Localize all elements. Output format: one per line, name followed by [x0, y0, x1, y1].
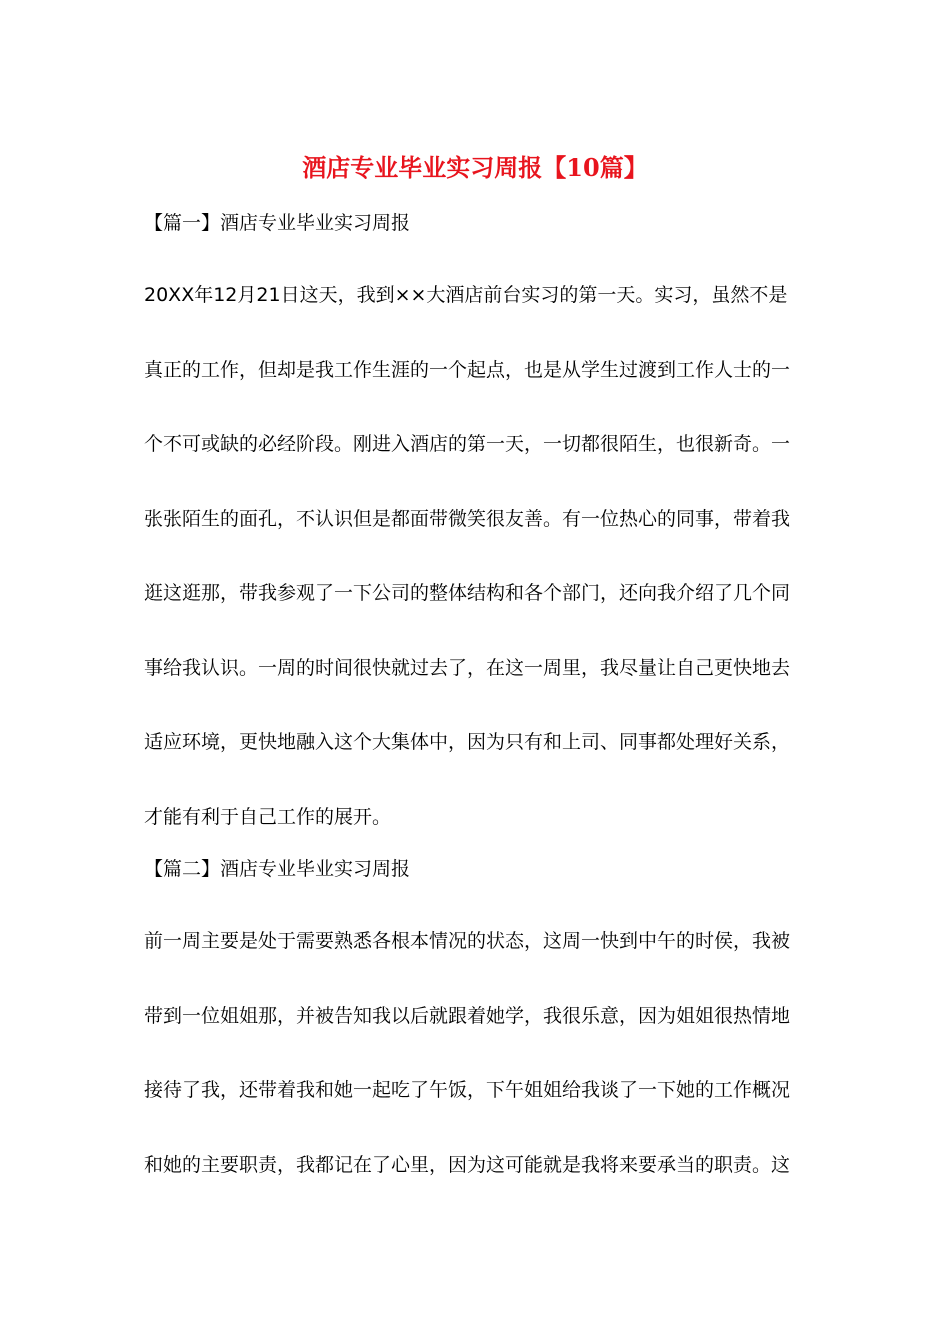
- paragraph-line: 20XX年12月21日这天，我到××大酒店前台实习的第一天。实习，虽然不是: [144, 284, 788, 306]
- paragraph-line: 前一周主要是处于需要熟悉各根本情况的状态，这周一快到中午的时侯，我被: [144, 930, 791, 952]
- paragraph-line: 适应环境，更快地融入这个大集体中，因为只有和上司、同事都处理好关系，: [144, 731, 791, 753]
- paragraph-line: 个不可或缺的必经阶段。刚进入酒店的第一天，一切都很陌生，也很新奇。一: [144, 433, 791, 455]
- section-2: [144, 855, 816, 1202]
- paragraph-line: 才能有利于自己工作的展开。: [144, 805, 392, 828]
- section-paragraph: [144, 904, 816, 1202]
- paragraph-line: 和她的主要职责，我都记在了心里，因为这可能就是我将来要承当的职责。这: [144, 1153, 791, 1176]
- document-title: 酒店专业毕业实习周报【10篇】: [302, 153, 648, 182]
- paragraph-line: 接待了我，还带着我和她一起吃了午饭，下午姐姐给我谈了一下她的工作概况: [144, 1079, 791, 1101]
- paragraph-line: 事给我认识。一周的时间很快就过去了，在这一周里，我尽量让自己更快地去: [144, 656, 791, 679]
- paragraph-line: 张张陌生的面孔，不认识但是都面带微笑很友善。有一位热心的同事，带着我: [144, 507, 791, 530]
- paragraph-line: 真正的工作，但却是我工作生涯的一个起点，也是从学生过渡到工作人士的一: [144, 358, 791, 381]
- paragraph-line: 带到一位姐姐那，并被告知我以后就跟着她学，我很乐意，因为姐姐很热情地: [144, 1004, 791, 1027]
- section-paragraph: [144, 258, 816, 854]
- section-heading: 【篇一】酒店专业毕业实习周报: [144, 212, 411, 234]
- section-1: [144, 209, 816, 854]
- section-heading: 【篇二】酒店专业毕业实习周报: [144, 858, 411, 880]
- paragraph-line: 逛这逛那，带我参观了一下公司的整体结构和各个部门，还向我介绍了几个同: [144, 582, 791, 604]
